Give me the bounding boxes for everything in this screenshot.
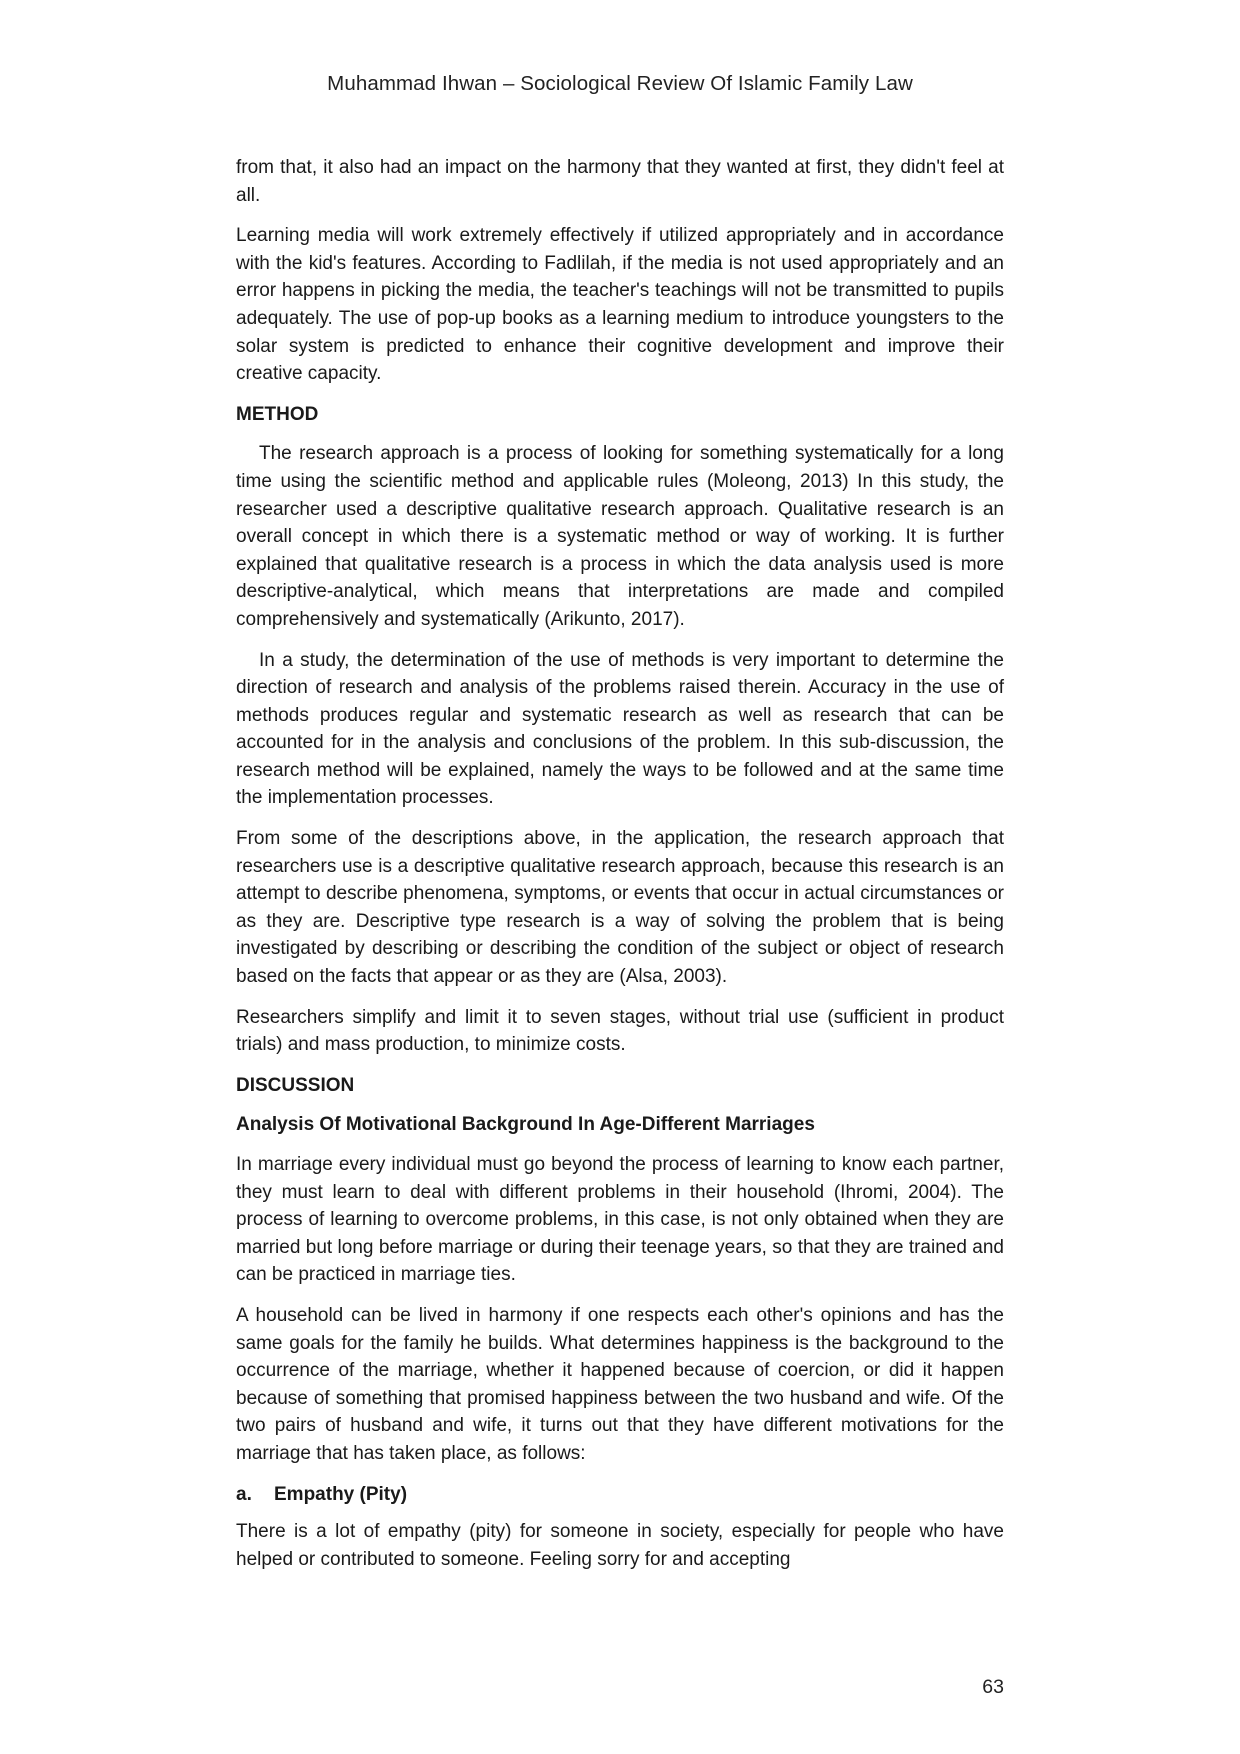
section-heading-discussion: DISCUSSION [236, 1074, 355, 1096]
paragraph: Learning media will work extremely effectively if utilized appropriately and in accordance with the kid's features. According to Fadlilah, if the media is not used appropriately and an error happens in picking the media, the teacher's teachings will not be transmitted to pupils adequately. The use of pop-up books as a learning medium to introduce youngsters to the solar system is predicted to enhance their cognitive development and improve their creative capacity. [236, 225, 1004, 385]
list-item-heading [236, 1481, 1004, 1509]
page-number: 63 [982, 1676, 1004, 1698]
paragraph: In a study, the determination of the use of methods is very important to determine the direction of research and analysis of the problems raised therein. Accuracy in the use of methods produces regular and systematic research as well as research that can be accounted for in the analysis and conclusions of the problem. In this sub-discussion, the research method will be explained, namely the ways to be followed and at the same time the implementation processes. [236, 649, 1004, 809]
section-heading-method: METHOD [236, 403, 319, 425]
paragraph: From some of the descriptions above, in the application, the research approach that researchers use is a descriptive qualitative research approach, because this research is an attempt to describe phenomena, symptoms, or events that occur in actual circumstances or as they are. Descriptive type research is a way of solving the problem that is being investigated by describing or describing the condition of the subject or object of research based on the facts that appear or as they are (Alsa, 2003). [236, 828, 1004, 988]
list-item-text: There is a lot of empathy (pity) for someone in society, especially for people who have helped or contributed to someone. Feeling sorry for and accepting [236, 1521, 1004, 1570]
paragraph: from that, it also had an impact on the harmony that they wanted at first, they didn't feel at all. [236, 157, 1004, 206]
running-header: Muhammad Ihwan – Sociological Review Of Islamic Family Law [327, 72, 913, 95]
list-item-title: Empathy (Pity) [274, 1483, 408, 1505]
page-body [236, 154, 1004, 1586]
paragraph: A household can be lived in harmony if one respects each other's opinions and has the same goals for the family he builds. What determines happiness is the background to the occurrence of the marriage, whether it happened because of coercion, or did it happen because of something that promised happiness between the two husband and wife. Of the two pairs of husband and wife, it turns out that they have different motivations for the marriage that has taken place, as follows: [236, 1304, 1004, 1464]
list-marker: a. [236, 1483, 252, 1505]
subsection-heading: Analysis Of Motivational Background In Age-Different Marriages [236, 1114, 815, 1136]
paragraph: Researchers simplify and limit it to seven stages, without trial use (sufficient in product trials) and mass production, to minimize costs. [236, 1006, 1004, 1056]
paragraph: The research approach is a process of looking for something systematically for a long time using the scientific method and applicable rules (Moleong, 2013) In this study, the researcher used a descriptive qualitative research approach. Qualitative research is an overall concept in which there is a systematic method or way of working. It is further explained that qualitative research is a process in which the data analysis used is more descriptive-analytical, which means that interpretations are made and compiled comprehensively and systematically (Arikunto, 2017). [236, 443, 1004, 630]
paragraph: In marriage every individual must go beyond the process of learning to know each partner, they must learn to deal with different problems in their household (Ihromi, 2004). The process of learning to overcome problems, in this case, is not only obtained when they are married but long before marriage or during their teenage years, so that they are trained and can be practiced in marriage ties. [236, 1154, 1004, 1286]
